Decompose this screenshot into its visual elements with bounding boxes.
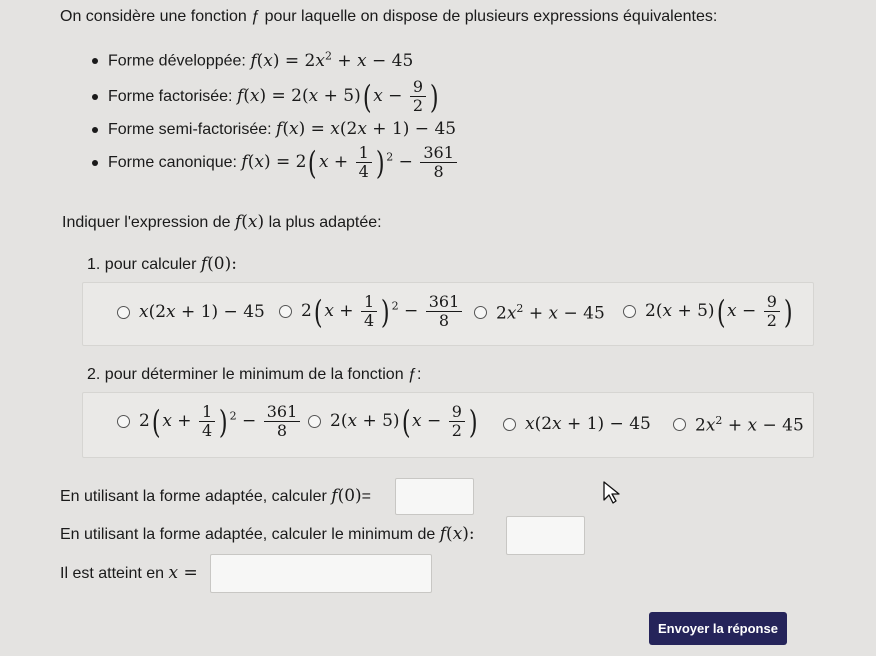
q1-option-developpee[interactable]: [474, 302, 605, 324]
option-expr: 2( x + $\frac{1}{4}$ ) $^2$ − $\frac{361}{8}$: [139, 403, 302, 440]
bullet-icon: [92, 127, 98, 133]
bullet-icon: [92, 58, 98, 64]
calc-min-text: En utilisant la forme adaptée, calculer le minimum de: [60, 526, 436, 543]
q1-option-factorisee[interactable]: [623, 293, 794, 330]
radio-button[interactable]: [474, 306, 487, 319]
expr-semi-factorisee: f(x) = x(2x + 1) − 45: [276, 119, 457, 139]
q2-option-canonique[interactable]: [117, 403, 302, 440]
option-expr: $2x^2 + x - 45$: [695, 414, 804, 436]
expr-factorisee: f(x) = 2(x + 5)( x − $\frac{9}{2}$ ): [236, 77, 439, 116]
option-expr: $2x^2 + x - 45$: [496, 302, 605, 324]
option-expr: 2(x + 5)( x − $\frac{9}{2}$ ): [330, 402, 478, 441]
radio-button[interactable]: [503, 418, 516, 431]
form-factorisee: [92, 78, 441, 115]
form-canonique: [92, 144, 459, 181]
instruction: [62, 212, 382, 232]
question-1-options: [82, 282, 814, 346]
attained-x: x =: [168, 563, 198, 583]
submit-button[interactable]: Envoyer la réponse: [649, 612, 787, 645]
instruction-end-text: la plus adaptée:: [268, 214, 382, 231]
form-semi-factorisee: [92, 119, 456, 139]
bullet-icon: [92, 94, 98, 100]
form-developpee: [92, 49, 413, 71]
minimum-answer-input[interactable]: [506, 516, 585, 555]
radio-button[interactable]: [279, 305, 292, 318]
instruction-fx: f(x): [234, 212, 265, 232]
option-expr: x(2x + 1) − 45: [525, 414, 651, 434]
q2-option-factorisee[interactable]: [308, 403, 479, 440]
attained-text: Il est atteint en: [60, 565, 165, 582]
attained: [60, 563, 198, 583]
expr-developpee: $f(x) = 2x^2 + x - 45$: [250, 49, 414, 71]
form-label: Forme factorisée:: [108, 88, 233, 105]
option-expr: x(2x + 1) − 45: [139, 302, 265, 322]
radio-button[interactable]: [308, 415, 321, 428]
calc-f0-text: En utilisant la forme adaptée, calculer: [60, 488, 327, 505]
q2-option-semi-factorisee[interactable]: [503, 414, 651, 434]
form-label: Forme canonique:: [108, 154, 237, 171]
radio-button[interactable]: [623, 305, 636, 318]
f0-answer-input[interactable]: [395, 478, 474, 515]
calc-f0-expr: f(0): [331, 486, 362, 506]
q1-text: 1. pour calculer: [87, 256, 197, 273]
calc-f0: [60, 486, 371, 506]
mouse-pointer-icon: [602, 480, 624, 506]
option-expr: 2(x + 5)( x − $\frac{9}{2}$ ): [645, 292, 793, 331]
calc-min-fx: f(x):: [439, 524, 475, 544]
q2-option-developpee[interactable]: [673, 414, 804, 436]
radio-button[interactable]: [117, 415, 130, 428]
question-1-label: [87, 254, 237, 274]
form-label: Forme semi-factorisée:: [108, 121, 272, 138]
question-2-label: 2. pour déterminer le minimum de la fonction ƒ:: [87, 366, 422, 383]
radio-button[interactable]: [117, 306, 130, 319]
calc-min: [60, 524, 475, 544]
x-answer-input[interactable]: [210, 554, 432, 593]
bullet-icon: [92, 160, 98, 166]
question-2-options: [82, 392, 814, 458]
q1-option-semi-factorisee[interactable]: [117, 302, 265, 322]
equals-sign: =: [361, 488, 371, 505]
radio-button[interactable]: [673, 418, 686, 431]
instruction-text: Indiquer l'expression de: [62, 214, 231, 231]
expr-canonique: f(x) = 2( x + $\frac{1}{4}$ ) $^2$ − $\frac{361}{8}$: [241, 152, 458, 172]
form-label: Forme développée:: [108, 52, 246, 70]
q1-option-canonique[interactable]: [279, 293, 464, 330]
option-expr: 2( x + $\frac{1}{4}$ ) $^2$ − $\frac{361}{8}$: [301, 293, 464, 330]
intro-text: On considère une fonction ƒ pour laquelle on dispose de plusieurs expressions équivalentes:: [60, 8, 718, 25]
q1-f0: f(0):: [200, 254, 237, 274]
